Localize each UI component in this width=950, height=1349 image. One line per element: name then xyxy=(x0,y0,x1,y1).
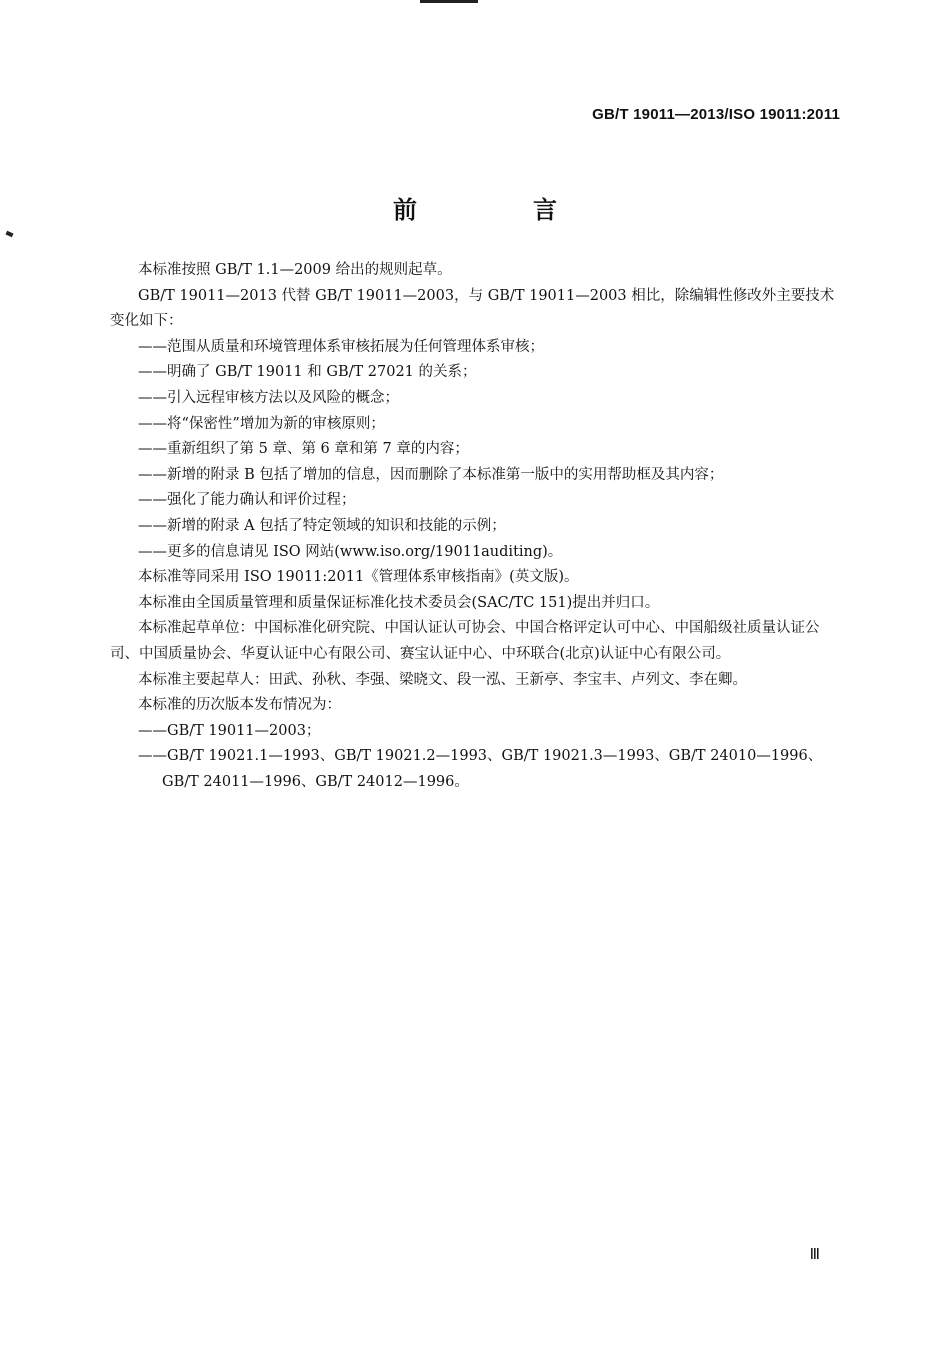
change-item: ——重新组织了第 5 章、第 6 章和第 7 章的内容； xyxy=(138,441,469,458)
history-item xyxy=(110,744,842,795)
paragraph-drafters: 本标准主要起草人：田武、孙秋、李强、梁晓文、段一泓、王新亭、李宝丰、卢列文、李在卿。 xyxy=(138,671,747,688)
paragraph-adoption: 本标准等同采用 ISO 19011:2011《管理体系审核指南》(英文版)。 xyxy=(138,569,579,586)
standard-code-header: GB/T 19011—2013/ISO 19011:2011 xyxy=(592,106,840,123)
change-item: ——新增的附录 B 包括了增加的信息，因而删除了本标准第一版中的实用帮助框及其内容； xyxy=(138,466,724,483)
change-item: ——新增的附录 A 包括了特定领域的知识和技能的示例； xyxy=(138,517,506,534)
page-number: Ⅲ xyxy=(809,1247,820,1263)
history-item-continuation: GB/T 24011—1996、GB/T 24012—1996。 xyxy=(162,773,469,790)
foreword-body xyxy=(110,258,842,795)
paragraph-replacement xyxy=(110,284,842,335)
history-item xyxy=(110,719,842,745)
history-item-line: ——GB/T 19021.1—1993、GB/T 19021.2—1993、GB/T 19021.3—1993、GB/T 24010—1996、 xyxy=(138,748,823,765)
scan-artifact-left xyxy=(5,231,13,238)
change-item: ——更多的信息请见 ISO 网站(www.iso.org/19011auditing)。 xyxy=(138,543,563,560)
change-item: ——范围从质量和环境管理体系审核拓展为任何管理体系审核； xyxy=(138,338,544,355)
change-item: ——明确了 GB/T 19011 和 GB/T 27021 的关系； xyxy=(138,364,477,381)
paragraph-history-intro: 本标准的历次版本发布情况为： xyxy=(138,697,341,714)
history-item-line: ——GB/T 19011—2003； xyxy=(138,722,321,739)
paragraph-drafting-rules: 本标准按照 GB/T 1.1—2009 给出的规则起草。 xyxy=(138,262,452,278)
change-item: ——引入远程审核方法以及风险的概念； xyxy=(138,389,399,406)
paragraph-drafting-units-text: 本标准起草单位：中国标准化研究院、中国认证认可协会、中国合格评定认可中心、中国船级社质量认证公司、中国质量协会、华夏认证中心有限公司、赛宝认证中心、中环联合(北京)认证中心有限公司。 xyxy=(110,620,820,662)
change-item: ——强化了能力确认和评价过程； xyxy=(138,492,356,509)
paragraph-drafting-units xyxy=(110,616,842,667)
change-item: ——将“保密性”增加为新的审核原则； xyxy=(138,415,385,432)
page-title: 前 言 xyxy=(393,196,603,224)
scan-artifact-top xyxy=(420,0,478,3)
paragraph-proposer: 本标准由全国质量管理和质量保证标准化技术委员会(SAC/TC 151)提出并归口。 xyxy=(138,594,660,611)
paragraph-replacement-text: GB/T 19011—2013 代替 GB/T 19011—2003，与 GB/T 19011—2003 相比，除编辑性修改外主要技术变化如下： xyxy=(110,287,835,330)
